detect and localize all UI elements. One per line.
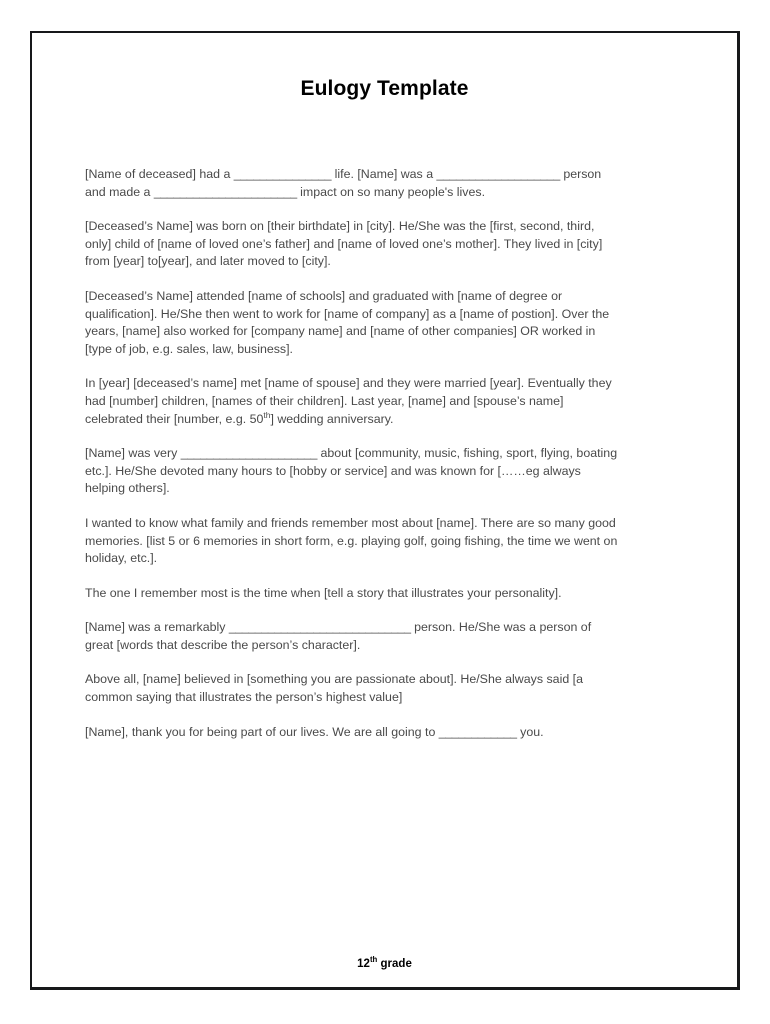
paragraph-text: about [community, music, fishing, sport, flying, boating etc.]. He/She devoted many hours to [hobby or service] and was known for [……eg always helping others]. xyxy=(85,446,618,496)
paragraph-text: ] wedding anniversary. xyxy=(270,411,394,426)
fill-in-blank[interactable]: ____________ xyxy=(438,724,517,739)
fill-in-blank[interactable]: ____________________________ xyxy=(228,620,411,635)
paragraph-closing xyxy=(85,724,622,742)
paragraph-passions xyxy=(85,445,622,498)
paragraph-text: [Name of deceased] had a xyxy=(85,167,234,181)
paragraph-text: The one I remember most is the time when [tell a story that illustrates your personality]. xyxy=(85,585,562,600)
paragraph-text: person. He/She was a person of great [words that describe the person’s character]. xyxy=(85,620,592,652)
ordinal-suffix: th xyxy=(263,409,271,420)
paragraph-education-career xyxy=(85,288,622,358)
paragraph-text: you. xyxy=(516,724,544,739)
paragraph-text: [Deceased’s Name] attended [name of schools] and graduated with [name of degree or qualification]. He/She then went to work for [name of company] as a [name of postion]. Over the years, [name] also worked for [company name] and [name of other companies] OR worked in [type of job, e.g. sales, law, business]. xyxy=(85,288,610,356)
fill-in-blank[interactable]: _______________ xyxy=(233,167,332,181)
document-page xyxy=(30,31,740,990)
footer-grade-number: 12 xyxy=(357,958,370,970)
paragraph-opening xyxy=(85,166,622,201)
fill-in-blank[interactable]: _____________________ xyxy=(180,446,318,461)
paragraph-marriage xyxy=(85,375,622,428)
paragraph-text: life. [Name] was a xyxy=(331,167,437,181)
page-title: Eulogy Template xyxy=(300,77,469,100)
paragraph-birth xyxy=(85,218,622,271)
page-sheet xyxy=(32,33,737,987)
paragraph-text: I wanted to know what family and friends remember most about [name]. There are so many good memories. [list 5 or 6 memories in short form, e.g. playing golf, going fishing, the time we went on holiday, etc.]. xyxy=(85,515,618,566)
paragraph-text: In [year] [deceased’s name] met [name of spouse] and they were married [year]. Eventually they had [number] children, [names of their children]. Last year, [name] and [spouse’s name] celebrated their [number, e.g. 50 xyxy=(85,376,612,426)
paragraph-text: person and made a xyxy=(85,167,602,199)
paragraph-character xyxy=(85,619,622,654)
footer-grade-label: grade xyxy=(377,958,412,970)
page-footer xyxy=(32,955,737,970)
paragraph-text: [Name], thank you for being part of our lives. We are all going to xyxy=(85,724,439,739)
paragraph-text: [Name] was very xyxy=(85,446,181,461)
paragraph-text: Above all, [name] believed in [something you are passionate about]. He/She always said [a common saying that illustrates the person’s highest value] xyxy=(85,672,583,705)
paragraph-story xyxy=(85,585,622,603)
document-body xyxy=(85,166,622,741)
fill-in-blank[interactable]: ___________________ xyxy=(436,167,560,181)
paragraph-memories xyxy=(85,515,622,568)
paragraph-text: [Name] was a remarkably xyxy=(85,620,229,635)
paragraph-text: impact on so many people's lives. xyxy=(296,184,486,199)
footer-ordinal-suffix: th xyxy=(369,955,378,965)
paragraph-text: [Deceased’s Name] was born on [their birthdate] in [city]. He/She was the [first, second, third, only] child of [name of loved one’s father] and [name of loved one’s mother]. They lived in [city] from [year] to[year], and later moved to [city]. xyxy=(85,219,603,269)
paragraph-beliefs xyxy=(85,671,622,706)
fill-in-blank[interactable]: ______________________ xyxy=(153,184,297,199)
